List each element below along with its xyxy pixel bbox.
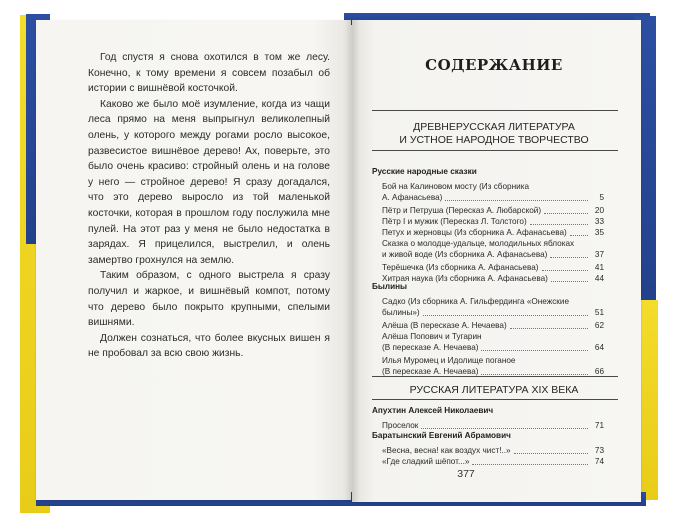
toc-entry <box>382 216 604 227</box>
story-paragraph: Год спустя я снова охотился в том же лесу. Конечно, к тому времени я совсем позабыл об истории с вишнёвой косточкой. <box>88 52 330 95</box>
section-heading-line2: И УСТНОЕ НАРОДНОЕ ТВОРЧЕСТВО <box>399 134 589 146</box>
toc-entry <box>382 355 604 377</box>
toc-entry-title: Пётр и Петруша (Пересказ А. Любарской) <box>382 206 542 215</box>
toc-entry <box>382 320 604 331</box>
toc-leader-dots <box>544 212 588 214</box>
toc-entry-title: Пётр I и мужик (Пересказ Л. Толстого) <box>382 217 527 226</box>
toc-entry <box>382 227 604 238</box>
toc-page-number: 73 <box>594 446 604 455</box>
author-name: Баратынский Евгений Абрамович <box>372 431 511 440</box>
toc-leader-dots <box>472 463 588 465</box>
toc-entry-title-cont: и живой воде (Из сборника А. Афанасьева) <box>382 250 548 259</box>
toc-entry-title: Садко (Из сборника А. Гильфердинга «Онежские <box>382 297 570 306</box>
toc-leader-dots <box>421 427 588 429</box>
toc-entry-title-cont: (В пересказе А. Нечаева) <box>382 367 479 376</box>
toc-page-number: 41 <box>594 263 604 272</box>
toc-page-number: 62 <box>594 321 604 330</box>
toc-page-number: 20 <box>594 206 604 215</box>
toc-entry <box>382 205 604 216</box>
toc-entry <box>382 331 604 353</box>
toc-page-number: 44 <box>594 274 604 283</box>
author-name: Апухтин Алексей Николаевич <box>372 406 494 415</box>
toc-entry-title-cont: былины») <box>382 308 420 317</box>
toc-entry-title: Проселок <box>382 421 419 430</box>
toc-entry-title: Алёша (В пересказе А. Нечаева) <box>382 321 507 330</box>
toc-leader-dots <box>481 373 588 375</box>
section-rule <box>372 110 618 111</box>
toc-leader-dots <box>542 269 588 271</box>
toc-page-number: 66 <box>594 367 604 376</box>
toc-page-number: 37 <box>594 250 604 259</box>
toc-page-number: 33 <box>594 217 604 226</box>
toc-page-number: 51 <box>594 308 604 317</box>
toc-title: СОДЕРЖАНИЕ <box>425 56 563 74</box>
toc-entry <box>382 296 604 318</box>
toc-leader-dots <box>445 199 588 201</box>
toc-entry <box>382 456 604 467</box>
toc-page-number: 5 <box>599 193 604 202</box>
toc-page-number: 71 <box>594 421 604 430</box>
section-heading-line1: ДРЕВНЕРУССКАЯ ЛИТЕРАТУРА <box>413 121 575 133</box>
toc-entry <box>382 238 604 260</box>
toc-page-number: 35 <box>594 228 604 237</box>
subsection-heading: Былины <box>372 282 408 291</box>
toc-leader-dots <box>570 234 588 236</box>
toc-entry-title: Терёшечка (Из сборника А. Афанасьева) <box>382 263 539 272</box>
toc-leader-dots <box>514 452 588 454</box>
story-paragraph: Должен сознаться, что более вкусных вишен я не пробовал за всю свою жизнь. <box>88 332 330 360</box>
toc-entry-title: «Весна, весна! как воздух чист!..» <box>382 446 511 455</box>
toc-entry <box>382 445 604 456</box>
toc-leader-dots <box>481 349 588 351</box>
story-text <box>88 50 330 362</box>
book-gutter <box>344 20 360 502</box>
toc-entry <box>382 273 604 284</box>
toc-entry <box>382 181 604 203</box>
toc-leader-dots <box>551 280 588 282</box>
toc-leader-dots <box>423 314 588 316</box>
section-rule <box>372 150 618 151</box>
toc-entry-title: Петух и жерновцы (Из сборника А. Афанасьева) <box>382 228 567 237</box>
section-rule <box>372 376 618 377</box>
subsection-heading: Русские народные сказки <box>372 167 477 176</box>
toc-leader-dots <box>510 327 588 329</box>
toc-entry-title: Бой на Калиновом мосту (Из сборника <box>382 182 530 191</box>
toc-entry-title: Сказка о молодце-удальце, молодильных яблоках <box>382 239 575 248</box>
story-paragraph: Каково же было моё изумление, когда из чащи леса прямо на меня выпрыгнул великолепный олень, у которого между рогами росло высокое, развесистое вишнёвое дерево! Ах, поверьте, это было очень красиво: стройный олень и на голове у него — стройное дерево! Я сразу догадался, что это дерево выросло из той маленькой косточки, которая в прошлом году послужила мне пулей. На этот раз у меня не было недостатка в зарядах. Я прицелился, выстрелил, и олень замертво грохнулся на землю. <box>88 98 330 266</box>
story-paragraph: Таким образом, с одного выстрела я сразу получил и жаркое, и вишнёвый компот, потому что дерево было покрыто крупными, спелыми вишнями. <box>88 270 330 329</box>
section-rule <box>372 399 618 400</box>
toc-leader-dots <box>530 223 588 225</box>
toc-page-number: 64 <box>594 343 604 352</box>
toc-entry <box>382 262 604 273</box>
toc-page-number: 74 <box>594 457 604 466</box>
toc-entry-title: Илья Муромец и Идолище поганое <box>382 356 516 365</box>
toc-entry-title: Хитрая наука (Из сборника А. Афанасьева) <box>382 274 548 283</box>
toc-entry <box>382 420 604 431</box>
section-heading: РУССКАЯ ЛИТЕРАТУРА XIX ВЕКА <box>409 384 579 396</box>
toc-leader-dots <box>550 256 588 258</box>
toc-entry-title-cont: (В пересказе А. Нечаева) <box>382 343 479 352</box>
toc-entry-title: Алёша Попович и Тугарин <box>382 332 482 341</box>
page-number: 377 <box>457 468 475 480</box>
toc-entry-title-cont: А. Афанасьева) <box>382 193 443 202</box>
toc-entry-title: «Где сладкий шёпот...» <box>382 457 470 466</box>
